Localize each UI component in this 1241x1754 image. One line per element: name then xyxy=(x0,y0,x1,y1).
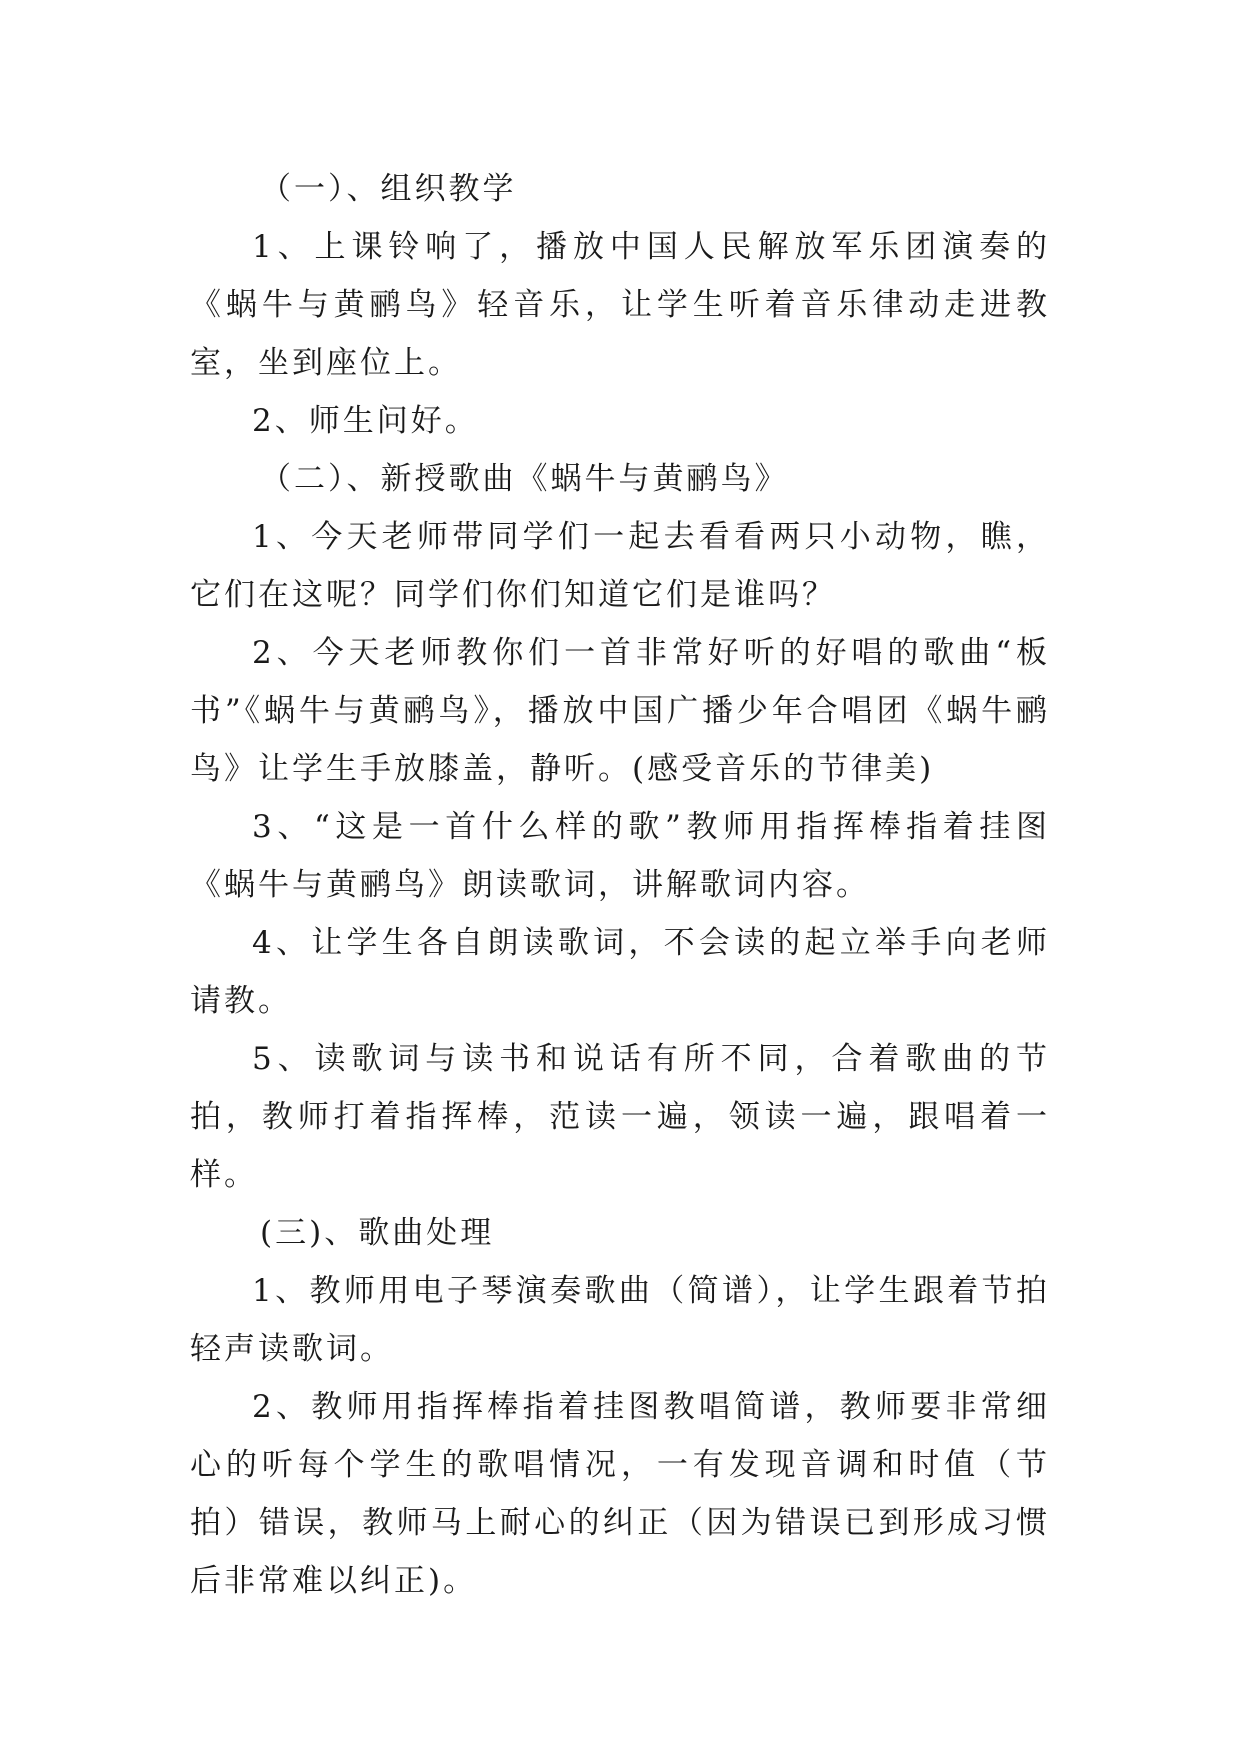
paragraph: 2、教师用指挥棒指着挂图教唱简谱，教师要非常细心的听每个学生的歌唱情况，一有发现音调和时值（节拍）错误，教师马上耐心的纠正（因为错误已到形成习惯后非常难以纠正)。 xyxy=(190,1389,1050,1599)
paragraph: 1、今天老师带同学们一起去看看两只小动物，瞧，它们在这呢？同学们你们知道它们是谁吗？ xyxy=(190,519,1050,613)
paragraph: 4、让学生各自朗读歌词，不会读的起立举手向老师请教。 xyxy=(190,925,1050,1019)
paragraph: 5、读歌词与读书和说话有所不同，合着歌曲的节拍，教师打着指挥棒，范读一遍，领读一遍，跟唱着一样。 xyxy=(190,1041,1050,1193)
paragraph: 1、上课铃响了，播放中国人民解放军乐团演奏的《蜗牛与黄鹂鸟》轻音乐，让学生听着音乐律动走进教室，坐到座位上。 xyxy=(190,229,1050,381)
section-heading-organize: （一）、组织教学 xyxy=(260,171,517,207)
paragraph: 3、“这是一首什么样的歌”教师用指挥棒指着挂图《蜗牛与黄鹂鸟》朗读歌词，讲解歌词内容。 xyxy=(190,809,1050,903)
section-heading-new-song: （二）、新授歌曲《蜗牛与黄鹂鸟》 xyxy=(260,461,789,497)
paragraph: 1、教师用电子琴演奏歌曲（简谱），让学生跟着节拍轻声读歌词。 xyxy=(190,1273,1050,1367)
paragraph: 2、师生问好。 xyxy=(252,403,479,439)
paragraph: 2、今天老师教你们一首非常好听的好唱的歌曲“板书”《蜗牛与黄鹂鸟》，播放中国广播少年合唱团《蜗牛鹂鸟》让学生手放膝盖，静听。(感受音乐的节律美) xyxy=(190,635,1050,787)
document-body xyxy=(190,160,1050,1610)
section-heading-song-processing: (三)、歌曲处理 xyxy=(260,1215,495,1251)
